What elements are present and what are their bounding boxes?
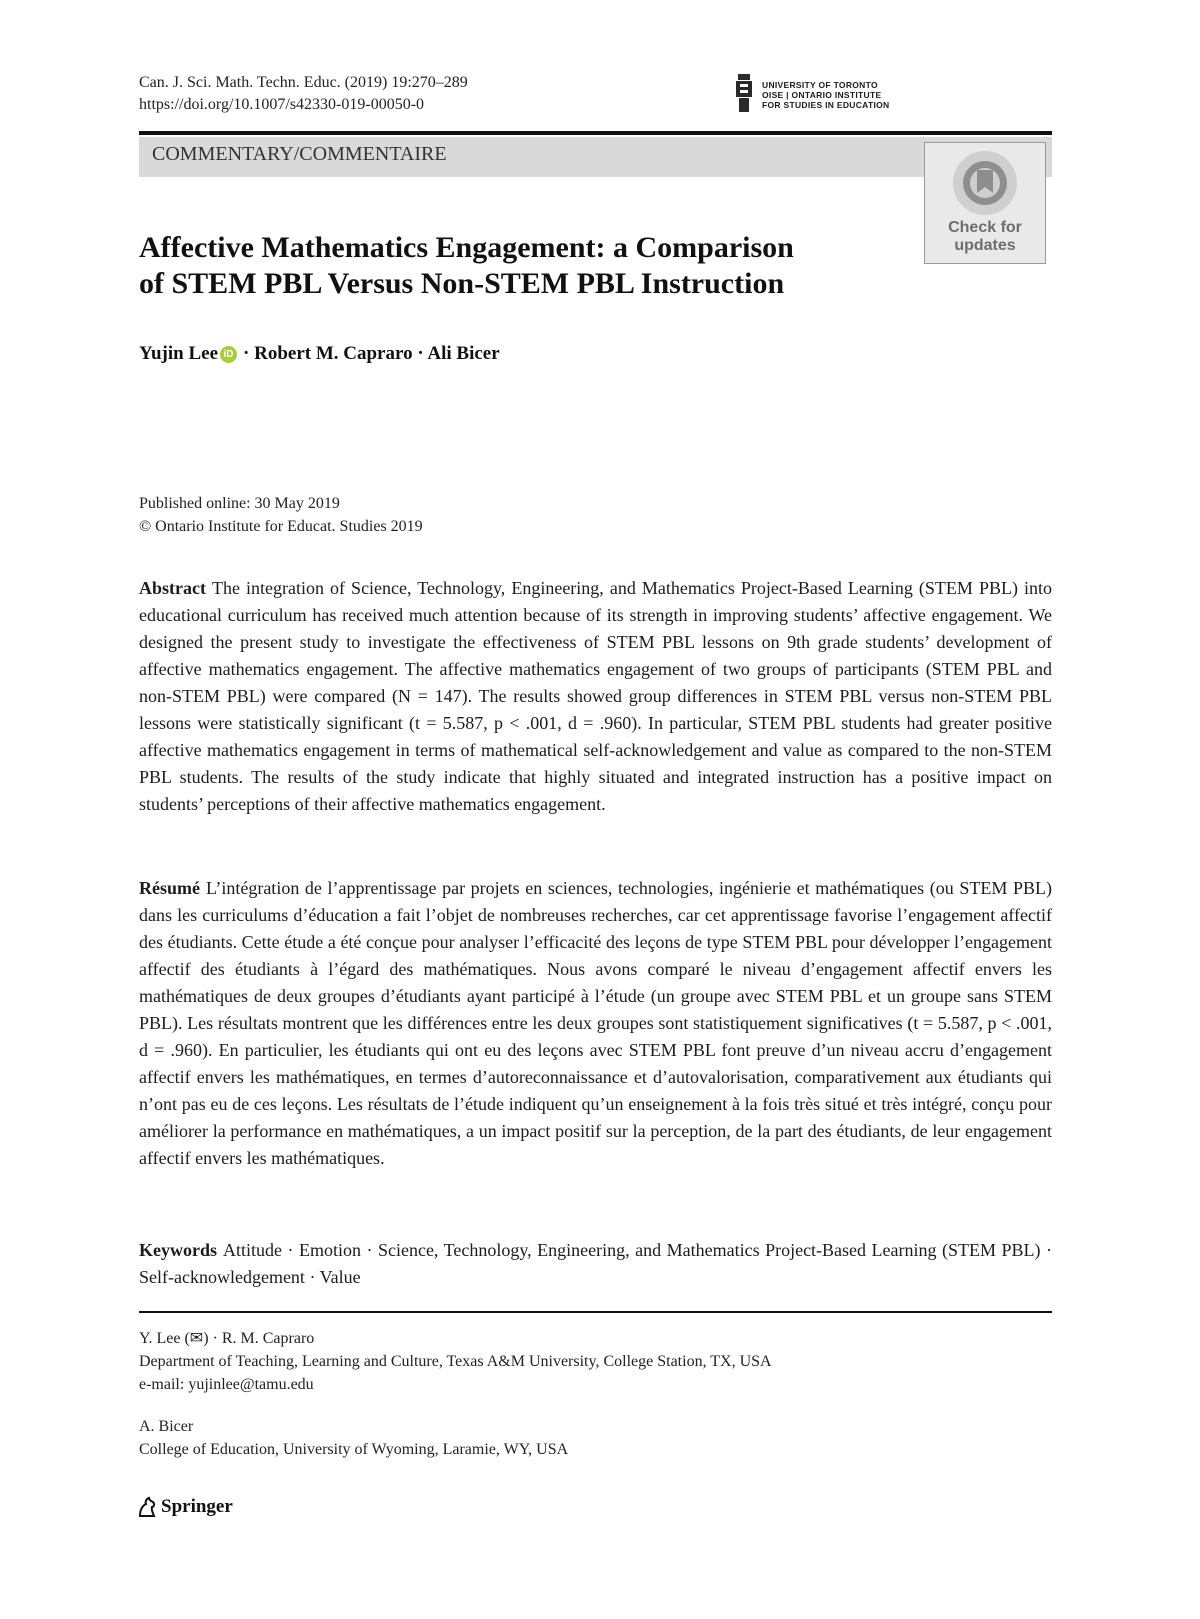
orcid-icon[interactable]: iD <box>220 346 237 363</box>
affiliation-1-names: Y. Lee (✉) · R. M. Capraro <box>139 1330 315 1347</box>
abstract-text: The integration of Science, Technology, Engineering, and Mathematics Project-Based Learning (STEM PBL) into educational curriculum has received much attention because of its strength in improving students’ affective engagement. We designed the present study to investigate the effectiveness of STEM PBL lessons on 9th grade students’ development of affective mathematics engagement. The affective mathematics engagement of two groups of participants (STEM PBL and non-STEM PBL) were compared (N = 147). The results showed group differences in STEM PBL versus non-STEM PBL lessons were statistically significant (t = 5.587, p < .001, d = .960). In particular, STEM PBL students had greater positive affective mathematics engagement in terms of mathematical self-acknowledgement and value as compared to the non-STEM PBL students. The results of the study indicate that highly situated and integrated instruction has a positive impact on students’ perceptions of their affective mathematics engagement. <box>139 578 1052 814</box>
header-rule <box>139 131 1052 135</box>
keywords-label: Keywords <box>139 1240 217 1260</box>
oise-logo <box>734 72 924 116</box>
publication-info <box>139 492 423 538</box>
check-for-updates-button[interactable] <box>924 142 1046 264</box>
logo-wordmark: UNIVERSITY OF TORONTO OISE | ONTARIO INSTITUTE FOR STUDIES IN EDUCATION <box>762 80 890 110</box>
article-title <box>139 230 899 302</box>
affiliation-2-dept: College of Education, University of Wyoming, Laramie, WY, USA <box>139 1441 569 1458</box>
author-others: · Robert M. Capraro · Ali Bicer <box>243 343 500 364</box>
doi-link[interactable]: https://doi.org/10.1007/s42330-019-00050-0 <box>139 96 425 113</box>
keywords-text: Attitude · Emotion · Science, Technology, Engineering, and Mathematics Project-Based Learning (STEM PBL) · Self-acknowledgement · Value <box>139 1240 1052 1287</box>
published-online: Published online: 30 May 2019 <box>139 495 340 512</box>
affiliation-2-names: A. Bicer <box>139 1418 194 1435</box>
springer-horse-icon <box>136 1496 158 1518</box>
corresponding-email[interactable]: e-mail: yujinlee@tamu.edu <box>139 1376 314 1393</box>
affiliation-1-dept: Department of Teaching, Learning and Culture, Texas A&M University, College Station, TX, USA <box>139 1353 772 1370</box>
resume <box>139 875 1052 1172</box>
journal-line: Can. J. Sci. Math. Techn. Educ. (2019) 19:270–289 <box>139 74 468 91</box>
title-line-2: of STEM PBL Versus Non-STEM PBL Instruction <box>139 267 785 300</box>
author-lee[interactable]: Yujin Lee <box>139 343 219 364</box>
abstract <box>139 575 1052 818</box>
springer-logo <box>136 1496 233 1518</box>
affiliation-1 <box>139 1327 772 1396</box>
title-line-1: Affective Mathematics Engagement: a Comparison <box>139 231 794 264</box>
keywords <box>139 1237 1052 1291</box>
crossmark-label: Check for updates <box>948 219 1022 254</box>
copyright-line: © Ontario Institute for Educat. Studies 2019 <box>139 518 423 535</box>
abstract-label: Abstract <box>139 578 206 598</box>
springer-wordmark: Springer <box>161 1496 233 1517</box>
footnote-rule <box>139 1311 1052 1313</box>
resume-text: L’intégration de l’apprentissage par projets en sciences, technologies, ingénierie et mathématiques (ou STEM PBL) dans les curriculums d’éducation a fait l’objet de nombreuses recherches, car cet apprentissage favorise l’engagement affectif des étudiants. Cette étude a été conçue pour analyser l’efficacité des leçons de type STEM PBL pour développer l’engagement affectif des étudiants à l’égard des mathématiques. Nous avons comparé le niveau d’engagement affectif envers les mathématiques de deux groupes d’étudiants ayant participé à l’étude (un groupe avec STEM PBL et un groupe sans STEM PBL). Les résultats montrent que les différences entre les deux groupes sont statistiquement significatives (t = 5.587, p < .001, d = .960). En particulier, les étudiants qui ont eu des leçons avec STEM PBL font preuve d’un niveau accru d’engagement affectif envers les mathématiques, en termes d’autoreconnaissance et d’autovalorisation, comparativement aux étudiants qui n’ont pas eu de ces leçons. Les résultats de l’étude indiquent qu’un enseignement à la fois très situé et très intégré, conçu pour améliorer la performance en mathématiques, a un impact positif sur la perception, de la part des étudiants, de leur engagement affectif envers les mathématiques. <box>139 878 1052 1168</box>
resume-label: Résumé <box>139 878 200 898</box>
author-list <box>139 343 500 365</box>
crossmark-icon <box>925 143 1045 219</box>
journal-citation <box>139 72 468 116</box>
oise-crest-icon <box>734 72 758 116</box>
affiliation-2 <box>139 1415 568 1461</box>
section-label: COMMENTARY/COMMENTAIRE <box>152 143 447 165</box>
